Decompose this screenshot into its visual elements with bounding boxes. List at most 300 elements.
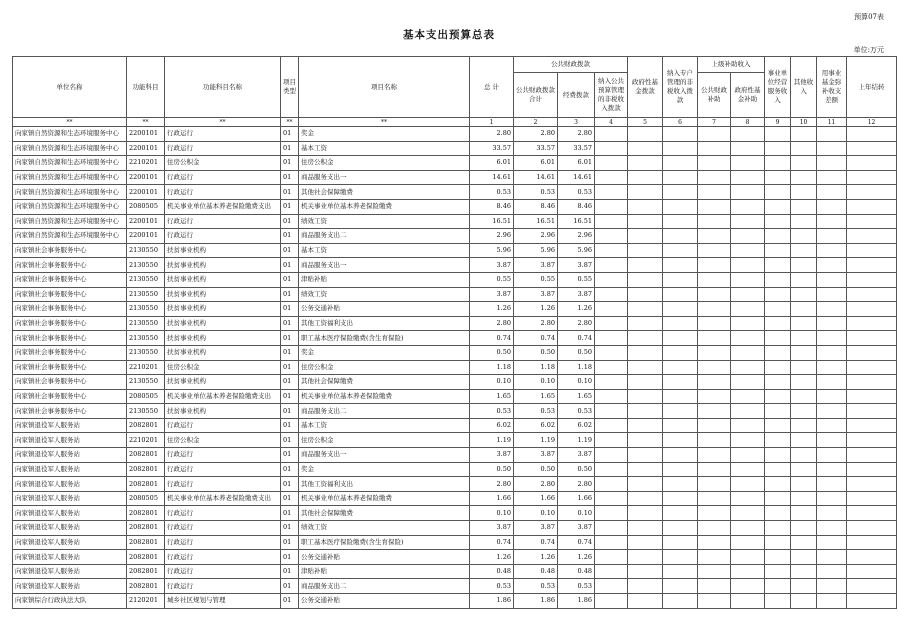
total-cell: 1.66 [470, 491, 514, 506]
empty-cell [847, 418, 897, 433]
public-finance-total-cell: 0.55 [514, 272, 558, 287]
empty-cell [731, 243, 765, 258]
empty-cell [663, 491, 698, 506]
func-code-cell: 2130550 [127, 302, 165, 317]
total-cell: 2.96 [470, 229, 514, 244]
empty-cell [847, 243, 897, 258]
empty-cell [765, 214, 791, 229]
empty-cell [765, 272, 791, 287]
total-cell: 1.65 [470, 389, 514, 404]
empty-cell [791, 477, 817, 492]
empty-cell [698, 214, 731, 229]
empty-cell [791, 272, 817, 287]
empty-cell [628, 375, 663, 390]
unit-name-cell: 向家镇退役军人服务站 [13, 477, 127, 492]
func-name-cell: 扶贫事业机构 [165, 316, 281, 331]
funding-cell: 3.87 [558, 258, 595, 273]
empty-cell [817, 477, 847, 492]
empty-cell [698, 594, 731, 609]
public-finance-total-cell: 5.96 [514, 243, 558, 258]
func-code-cell: 2130550 [127, 375, 165, 390]
func-code-cell: 2082801 [127, 506, 165, 521]
unit-name-cell: 向家镇退役军人服务站 [13, 564, 127, 579]
empty-cell [791, 579, 817, 594]
item-type-cell: 01 [281, 302, 299, 317]
unit-name-cell: 向家镇社会事务服务中心 [13, 258, 127, 273]
func-code-cell: 2130550 [127, 258, 165, 273]
public-finance-total-cell: 0.50 [514, 462, 558, 477]
empty-cell [731, 199, 765, 214]
unit-name-cell: 向家镇自然资源和生态环境服务中心 [13, 141, 127, 156]
func-name-cell: 扶贫事业机构 [165, 272, 281, 287]
item-name-cell: 绩效工资 [299, 214, 470, 229]
unit-name-cell: 向家镇社会事务服务中心 [13, 316, 127, 331]
item-type-cell: 01 [281, 375, 299, 390]
header-gov-fund: 政府性基金拨款 [628, 57, 663, 118]
func-code-cell: 2082801 [127, 579, 165, 594]
empty-cell [595, 345, 628, 360]
empty-cell [698, 521, 731, 536]
empty-cell [847, 477, 897, 492]
func-name-cell: 扶贫事业机构 [165, 331, 281, 346]
empty-cell [595, 535, 628, 550]
total-cell: 3.87 [470, 258, 514, 273]
item-type-cell: 01 [281, 127, 299, 142]
func-name-cell: 行政运行 [165, 214, 281, 229]
empty-cell [731, 331, 765, 346]
unit-name-cell: 向家镇自然资源和生态环境服务中心 [13, 127, 127, 142]
func-code-cell: 2210201 [127, 156, 165, 171]
empty-cell [663, 521, 698, 536]
empty-cell [817, 389, 847, 404]
empty-cell [698, 243, 731, 258]
total-cell: 6.02 [470, 418, 514, 433]
empty-cell [847, 127, 897, 142]
total-cell: 1.19 [470, 433, 514, 448]
empty-cell [791, 331, 817, 346]
sequence-cell: ** [299, 118, 470, 127]
header-func-code: 功能科目 [127, 57, 165, 118]
empty-cell [765, 521, 791, 536]
funding-cell: 0.53 [558, 404, 595, 419]
unit-name-cell: 向家镇退役军人服务站 [13, 550, 127, 565]
empty-cell [847, 156, 897, 171]
unit-name-cell: 向家镇社会事务服务中心 [13, 302, 127, 317]
total-cell: 3.87 [470, 287, 514, 302]
empty-cell [731, 448, 765, 463]
item-type-cell: 01 [281, 229, 299, 244]
empty-cell [663, 579, 698, 594]
empty-cell [731, 302, 765, 317]
empty-cell [628, 521, 663, 536]
empty-cell [595, 521, 628, 536]
funding-cell: 1.19 [558, 433, 595, 448]
func-name-cell: 城乡社区规划与管理 [165, 594, 281, 609]
item-type-cell: 01 [281, 404, 299, 419]
unit-name-cell: 向家镇自然资源和生态环境服务中心 [13, 214, 127, 229]
empty-cell [791, 127, 817, 142]
item-name-cell: 商品服务支出二 [299, 229, 470, 244]
funding-cell: 3.87 [558, 448, 595, 463]
public-finance-total-cell: 1.19 [514, 433, 558, 448]
funding-cell: 3.87 [558, 287, 595, 302]
item-type-cell: 01 [281, 331, 299, 346]
empty-cell [663, 127, 698, 142]
empty-cell [595, 594, 628, 609]
empty-cell [595, 185, 628, 200]
header-other-income: 其他收入 [791, 57, 817, 118]
func-code-cell: 2082801 [127, 550, 165, 565]
unit-name-cell: 向家镇退役军人服务站 [13, 521, 127, 536]
empty-cell [698, 229, 731, 244]
func-code-cell: 2130550 [127, 272, 165, 287]
empty-cell [765, 185, 791, 200]
empty-cell [663, 404, 698, 419]
item-name-cell: 其他社会保障缴费 [299, 375, 470, 390]
empty-cell [765, 506, 791, 521]
func-name-cell: 扶贫事业机构 [165, 243, 281, 258]
empty-cell [731, 389, 765, 404]
header-total: 总 计 [470, 57, 514, 118]
empty-cell [628, 448, 663, 463]
empty-cell [663, 243, 698, 258]
empty-cell [731, 287, 765, 302]
funding-cell: 0.48 [558, 564, 595, 579]
item-type-cell: 01 [281, 185, 299, 200]
header-item-type: 项目类型 [281, 57, 299, 118]
empty-cell [628, 404, 663, 419]
empty-cell [791, 491, 817, 506]
func-name-cell: 扶贫事业机构 [165, 258, 281, 273]
empty-cell [731, 594, 765, 609]
table-row [13, 331, 897, 346]
empty-cell [731, 521, 765, 536]
total-cell: 0.53 [470, 579, 514, 594]
unit-name-cell: 向家镇退役军人服务站 [13, 535, 127, 550]
empty-cell [847, 550, 897, 565]
empty-cell [595, 433, 628, 448]
empty-cell [791, 564, 817, 579]
empty-cell [628, 170, 663, 185]
total-cell: 33.57 [470, 141, 514, 156]
empty-cell [595, 127, 628, 142]
table-row [13, 141, 897, 156]
page-title: 基本支出预算总表 [403, 29, 495, 41]
total-cell: 0.53 [470, 185, 514, 200]
empty-cell [731, 564, 765, 579]
table-row [13, 185, 897, 200]
item-name-cell: 商品服务支出一 [299, 258, 470, 273]
item-type-cell: 01 [281, 360, 299, 375]
empty-cell [628, 462, 663, 477]
header-superior-gov-fund: 政府性基金补助 [731, 73, 765, 118]
table-row [13, 418, 897, 433]
empty-cell [817, 345, 847, 360]
empty-cell [731, 477, 765, 492]
header-special-account: 纳入专户管理的非税收入拨款 [663, 57, 698, 118]
public-finance-total-cell: 2.96 [514, 229, 558, 244]
empty-cell [731, 550, 765, 565]
empty-cell [791, 521, 817, 536]
table-row [13, 404, 897, 419]
empty-cell [731, 345, 765, 360]
public-finance-total-cell: 33.57 [514, 141, 558, 156]
funding-cell: 1.26 [558, 302, 595, 317]
funding-cell: 0.50 [558, 345, 595, 360]
public-finance-total-cell: 8.46 [514, 199, 558, 214]
empty-cell [791, 345, 817, 360]
func-name-cell: 行政运行 [165, 579, 281, 594]
empty-cell [595, 404, 628, 419]
public-finance-total-cell: 0.53 [514, 579, 558, 594]
empty-cell [791, 550, 817, 565]
total-cell: 1.26 [470, 550, 514, 565]
empty-cell [817, 521, 847, 536]
item-type-cell: 01 [281, 199, 299, 214]
empty-cell [847, 389, 897, 404]
empty-cell [847, 214, 897, 229]
empty-cell [628, 229, 663, 244]
empty-cell [765, 564, 791, 579]
public-finance-total-cell: 14.61 [514, 170, 558, 185]
func-code-cell: 2130550 [127, 287, 165, 302]
empty-cell [847, 535, 897, 550]
sequence-cell: ** [165, 118, 281, 127]
table-row [13, 127, 897, 142]
empty-cell [628, 535, 663, 550]
empty-cell [765, 418, 791, 433]
empty-cell [847, 462, 897, 477]
funding-cell: 0.74 [558, 535, 595, 550]
func-name-cell: 机关事业单位基本养老保险缴费支出 [165, 491, 281, 506]
empty-cell [731, 418, 765, 433]
total-cell: 16.51 [470, 214, 514, 229]
item-type-cell: 01 [281, 433, 299, 448]
total-cell: 3.87 [470, 448, 514, 463]
empty-cell [595, 389, 628, 404]
header-business-income: 事业单位经营服务收入 [765, 57, 791, 118]
empty-cell [698, 156, 731, 171]
header-special-fiscal: 纳入公共预算管理的非税收入拨款 [595, 73, 628, 118]
table-row [13, 156, 897, 171]
table-row [13, 594, 897, 609]
func-name-cell: 行政运行 [165, 564, 281, 579]
item-name-cell: 基本工资 [299, 243, 470, 258]
item-name-cell: 住房公积金 [299, 360, 470, 375]
empty-cell [595, 462, 628, 477]
total-cell: 6.01 [470, 156, 514, 171]
empty-cell [698, 579, 731, 594]
empty-cell [731, 141, 765, 156]
empty-cell [663, 170, 698, 185]
empty-cell [791, 448, 817, 463]
item-type-cell: 01 [281, 243, 299, 258]
empty-cell [765, 243, 791, 258]
public-finance-total-cell: 6.01 [514, 156, 558, 171]
total-cell: 0.10 [470, 506, 514, 521]
empty-cell [791, 316, 817, 331]
public-finance-total-cell: 1.66 [514, 491, 558, 506]
table-row [13, 345, 897, 360]
empty-cell [628, 258, 663, 273]
item-name-cell: 商品服务支出一 [299, 170, 470, 185]
public-finance-total-cell: 0.74 [514, 331, 558, 346]
total-cell: 0.74 [470, 535, 514, 550]
empty-cell [595, 564, 628, 579]
funding-cell: 1.66 [558, 491, 595, 506]
empty-cell [765, 360, 791, 375]
table-row [13, 360, 897, 375]
empty-cell [595, 375, 628, 390]
empty-cell [663, 564, 698, 579]
func-name-cell: 行政运行 [165, 170, 281, 185]
empty-cell [595, 360, 628, 375]
empty-cell [847, 506, 897, 521]
empty-cell [628, 214, 663, 229]
empty-cell [663, 535, 698, 550]
empty-cell [847, 375, 897, 390]
sequence-cell: 5 [628, 118, 663, 127]
header-public-finance-total: 公共财政拨款合计 [514, 73, 558, 118]
table-row [13, 579, 897, 594]
empty-cell [791, 199, 817, 214]
empty-cell [731, 433, 765, 448]
item-name-cell: 商品服务支出二 [299, 579, 470, 594]
empty-cell [847, 331, 897, 346]
empty-cell [595, 302, 628, 317]
item-type-cell: 01 [281, 214, 299, 229]
item-name-cell: 机关事业单位基本养老保险缴费 [299, 389, 470, 404]
sequence-cell: 10 [791, 118, 817, 127]
empty-cell [663, 316, 698, 331]
empty-cell [628, 564, 663, 579]
func-name-cell: 机关事业单位基本养老保险缴费支出 [165, 389, 281, 404]
item-name-cell: 其他工资福利支出 [299, 316, 470, 331]
func-code-cell: 2082801 [127, 462, 165, 477]
empty-cell [698, 564, 731, 579]
sequence-cell: ** [281, 118, 299, 127]
unit-name-cell: 向家镇社会事务服务中心 [13, 272, 127, 287]
func-name-cell: 住房公积金 [165, 433, 281, 448]
total-cell: 8.46 [470, 199, 514, 214]
table-row [13, 389, 897, 404]
empty-cell [663, 433, 698, 448]
item-type-cell: 01 [281, 462, 299, 477]
item-name-cell: 奖金 [299, 345, 470, 360]
total-cell: 2.80 [470, 127, 514, 142]
sequence-cell: 11 [817, 118, 847, 127]
empty-cell [817, 243, 847, 258]
empty-cell [847, 170, 897, 185]
func-name-cell: 行政运行 [165, 185, 281, 200]
empty-cell [765, 433, 791, 448]
public-finance-total-cell: 3.87 [514, 287, 558, 302]
item-name-cell: 商品服务支出二 [299, 404, 470, 419]
item-name-cell: 职工基本医疗保险缴费(含生育保险) [299, 331, 470, 346]
public-finance-total-cell: 1.18 [514, 360, 558, 375]
empty-cell [628, 156, 663, 171]
budget-table [12, 56, 897, 609]
empty-cell [791, 170, 817, 185]
total-cell: 0.50 [470, 462, 514, 477]
empty-cell [595, 448, 628, 463]
empty-cell [765, 375, 791, 390]
public-finance-total-cell: 0.53 [514, 404, 558, 419]
empty-cell [698, 491, 731, 506]
empty-cell [791, 229, 817, 244]
empty-cell [698, 433, 731, 448]
func-name-cell: 行政运行 [165, 448, 281, 463]
func-name-cell: 扶贫事业机构 [165, 404, 281, 419]
item-type-cell: 01 [281, 272, 299, 287]
total-cell: 2.80 [470, 316, 514, 331]
empty-cell [663, 345, 698, 360]
total-cell: 0.48 [470, 564, 514, 579]
empty-cell [595, 272, 628, 287]
func-name-cell: 扶贫事业机构 [165, 287, 281, 302]
funding-cell: 3.87 [558, 521, 595, 536]
item-type-cell: 01 [281, 389, 299, 404]
empty-cell [628, 418, 663, 433]
empty-cell [847, 491, 897, 506]
empty-cell [595, 287, 628, 302]
table-row [13, 302, 897, 317]
table-row [13, 477, 897, 492]
empty-cell [847, 287, 897, 302]
empty-cell [847, 229, 897, 244]
empty-cell [698, 404, 731, 419]
item-name-cell: 奖金 [299, 462, 470, 477]
empty-cell [847, 272, 897, 287]
func-code-cell: 2200101 [127, 141, 165, 156]
empty-cell [817, 156, 847, 171]
func-code-cell: 2210201 [127, 433, 165, 448]
item-name-cell: 其他工资福利支出 [299, 477, 470, 492]
empty-cell [817, 316, 847, 331]
funding-cell: 2.80 [558, 316, 595, 331]
empty-cell [663, 550, 698, 565]
empty-cell [628, 433, 663, 448]
unit-name-cell: 向家镇退役军人服务站 [13, 506, 127, 521]
empty-cell [731, 579, 765, 594]
func-code-cell: 2082801 [127, 564, 165, 579]
funding-cell: 8.46 [558, 199, 595, 214]
empty-cell [817, 550, 847, 565]
func-name-cell: 行政运行 [165, 462, 281, 477]
empty-cell [663, 331, 698, 346]
item-name-cell: 公务交通补贴 [299, 550, 470, 565]
empty-cell [817, 141, 847, 156]
public-finance-total-cell: 1.65 [514, 389, 558, 404]
public-finance-total-cell: 2.80 [514, 477, 558, 492]
empty-cell [698, 185, 731, 200]
empty-cell [817, 506, 847, 521]
func-code-cell: 2080505 [127, 389, 165, 404]
empty-cell [847, 185, 897, 200]
item-type-cell: 01 [281, 564, 299, 579]
table-row [13, 229, 897, 244]
header-func-name: 功能科目名称 [165, 57, 281, 118]
empty-cell [817, 375, 847, 390]
empty-cell [698, 287, 731, 302]
empty-cell [595, 477, 628, 492]
empty-cell [663, 229, 698, 244]
item-type-cell: 01 [281, 418, 299, 433]
sequence-cell: 2 [514, 118, 558, 127]
empty-cell [628, 360, 663, 375]
form-code: 预算07表 [854, 13, 884, 21]
funding-cell: 0.50 [558, 462, 595, 477]
